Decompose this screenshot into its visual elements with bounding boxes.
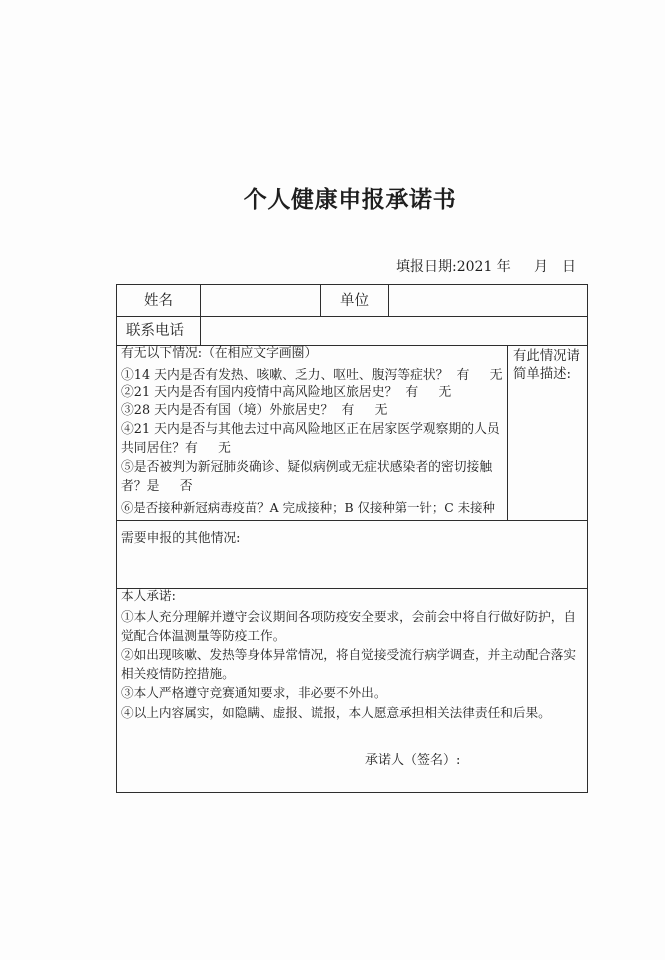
describe-label: 简单描述: xyxy=(513,367,572,382)
promise-line: ④以上内容属实，如隐瞒、虚报、谎报，本人愿意承担相关法律责任和后果。 xyxy=(121,705,551,720)
question-line: ④21 天内是否与其他去过中高风险地区正在居家医学观察期的人员 xyxy=(121,422,500,437)
question-line: ①14 天内是否有发热、咳嗽、乏力、呕吐、腹泻等症状？ 有 无 xyxy=(121,368,503,383)
phone-label: 联系电话 xyxy=(126,323,184,339)
signature-field xyxy=(462,748,582,774)
question-line: 共同居住？有 无 xyxy=(121,441,231,456)
column-divider xyxy=(320,284,321,316)
promise-line: ②如出现咳嗽、发热等身体异常情况，将自觉接受流行病学调查，并主动配合落实 xyxy=(121,647,577,662)
promise-heading: 本人承诺: xyxy=(121,588,176,603)
promise-line: ①本人充分理解并遵守会议期间各项防疫安全要求，会前会中将自行做好防护，自 xyxy=(121,609,577,624)
promise-line: 相关疫情防控措施。 xyxy=(121,666,235,681)
name-label: 姓名 xyxy=(144,293,173,309)
unit-field xyxy=(389,285,586,315)
describe-label: 有此情况请 xyxy=(513,349,580,364)
signature-label: 承诺人（签名）: xyxy=(365,753,461,768)
row-divider xyxy=(116,588,587,589)
name-field xyxy=(201,285,319,315)
promise-line: 觉配合体温测量等防疫工作。 xyxy=(121,628,286,643)
column-divider xyxy=(507,345,508,520)
question-line: ③28 天内是否有国（境）外旅居史？ 有 无 xyxy=(121,403,388,418)
question-line: ⑥是否接种新冠病毒疫苗？A 完成接种；B 仅接种第一针；C 未接种 xyxy=(121,500,495,515)
date-day-label: 日 xyxy=(562,259,576,275)
document-title: 个人健康申报承诺书 xyxy=(243,186,457,213)
date-month-label: 月 xyxy=(534,259,548,275)
question-line: ②21 天内是否有国内疫情中高风险地区旅居史？ 有 无 xyxy=(121,385,452,400)
unit-label: 单位 xyxy=(340,293,369,309)
phone-field xyxy=(201,317,586,344)
other-situation-label: 需要申报的其他情况: xyxy=(121,531,241,546)
question-line: ⑤是否被判为新冠肺炎确诊、疑似病例或无症状感染者的密切接触 xyxy=(121,460,493,475)
other-situation-field xyxy=(117,548,586,587)
question-line: 者？是 否 xyxy=(121,479,193,494)
situation-heading: 有无以下情况:（在相应文字画圈） xyxy=(121,346,318,361)
date-label: 填报日期:2021 年 xyxy=(396,259,511,275)
promise-line: ③本人严格遵守竞赛通知要求，非必要不外出。 xyxy=(121,685,387,700)
row-divider xyxy=(116,520,587,521)
